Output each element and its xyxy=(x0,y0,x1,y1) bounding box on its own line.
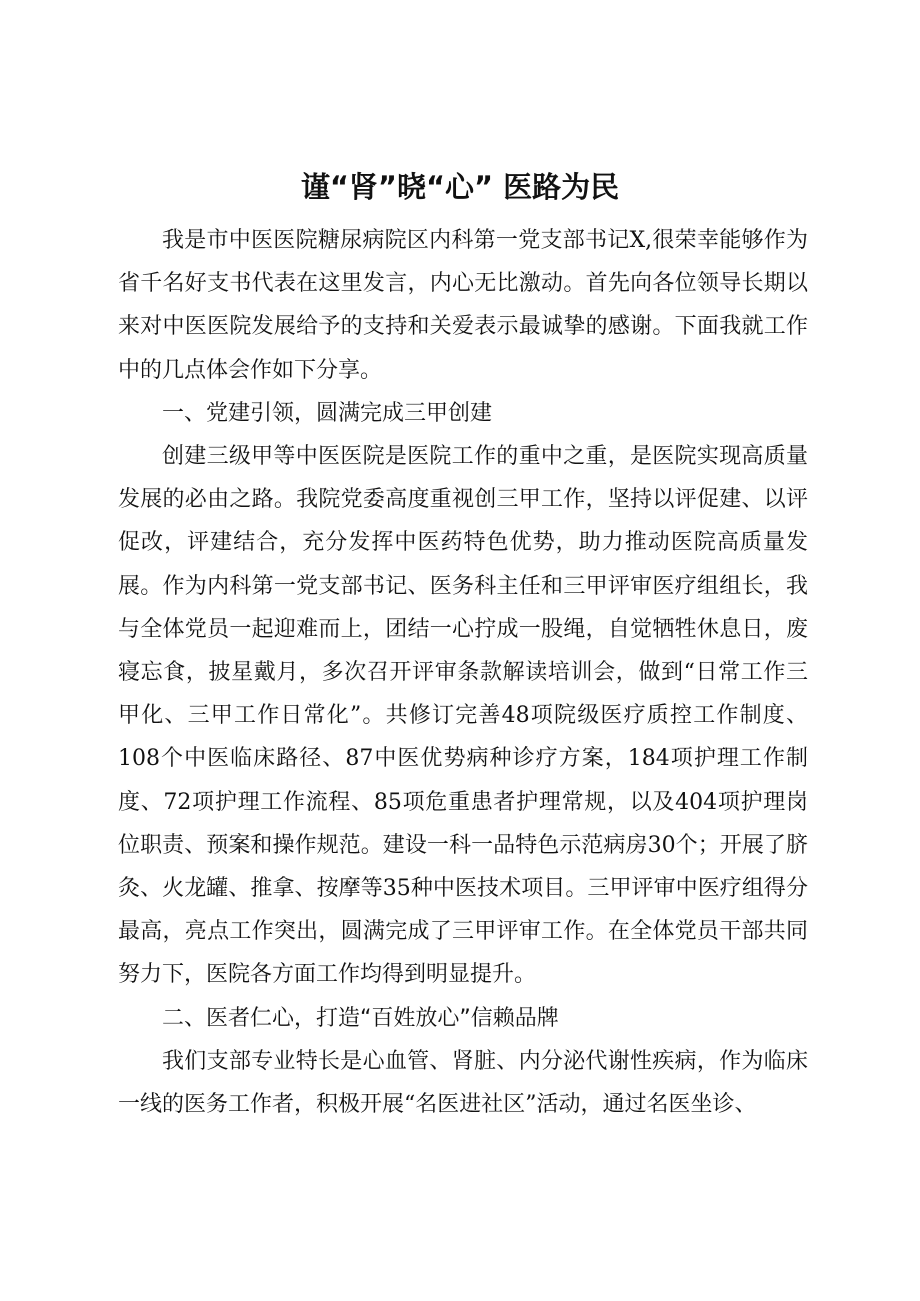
document-body xyxy=(118,219,808,1126)
section-heading-2: 二、医者仁心，打造“百姓放心”信赖品牌 xyxy=(162,1005,559,1031)
section-2-paragraph: 我们支部专业特长是心血管、肾脏、内分泌代谢性疾病，作为临床一线的医务工作者，积极开展“名医进社区”活动，通过名医坐诊、 xyxy=(118,1048,808,1118)
section-1-paragraph: 创建三级甲等中医医院是医院工作的重中之重，是医院实现高质量发展的必由之路。我院党委高度重视创三甲工作，坚持以评促建、以评促改，评建结合，充分发挥中医药特色优势，助力推动医院高质量发展。作为内科第一党支部书记、医务科主任和三甲评审医疗组组长，我与全体党员一起迎难而上，团结一心拧成一股绳，自觉牺牲休息日，废寝忘食，披星戴月，多次召开评审条款解读培训会，做到“日常工作三甲化、三甲工作日常化”。共修订完善48项院级医疗质控工作制度、108个中医临床路径、87中医优势病种诊疗方案，184项护理工作制度、72项护理工作流程、85项危重患者护理常规，以及404项护理岗位职责、预案和操作规范。建设一科一品特色示范病房30个；开展了脐灸、火龙罐、推拿、按摩等35种中医技术项目。三甲评审中医疗组得分最高，亮点工作突出，圆满完成了三甲评审工作。在全体党员干部共同努力下，医院各方面工作均得到明显提升。 xyxy=(118,444,808,988)
section-heading-1: 一、党建引领，圆满完成三甲创建 xyxy=(162,400,493,426)
intro-paragraph: 我是市中医医院糖尿病院区内科第一党支部书记X,很荣幸能够作为省千名好支书代表在这里发言，内心无比激动。首先向各位领导长期以来对中医医院发展给予的支持和关爱表示最诚挚的感谢。下面我就工作中的几点体会作如下分享。 xyxy=(118,228,808,383)
document-title: 谨“肾”晓“心” 医路为民 xyxy=(300,170,620,204)
